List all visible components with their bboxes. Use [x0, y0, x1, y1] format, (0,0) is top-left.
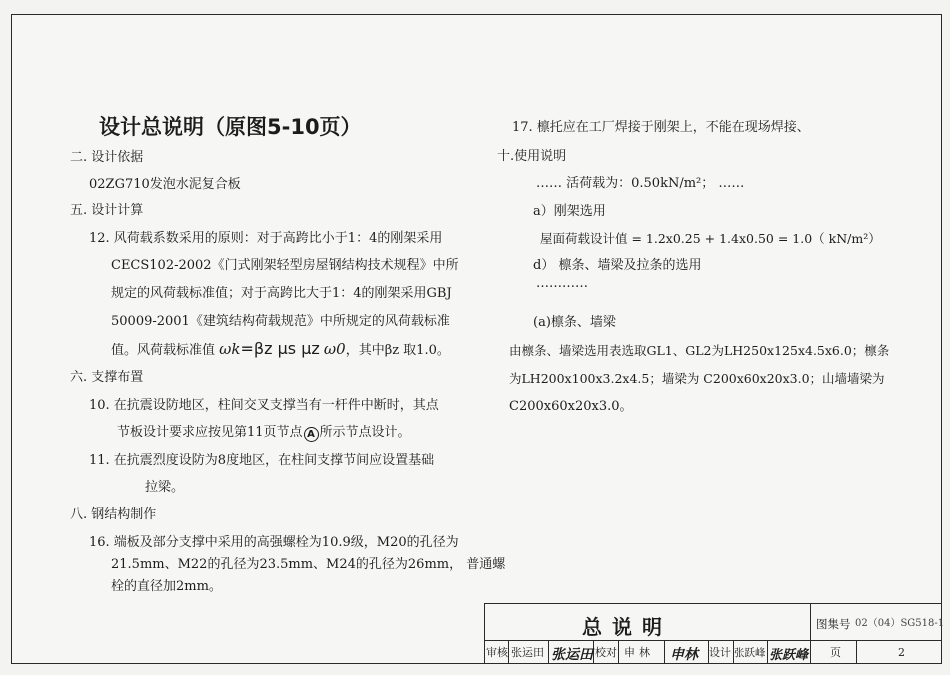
name-proof: 申林: [624, 646, 654, 659]
signature-proof: 申林: [670, 647, 698, 663]
wind-symbol-wk: ωk: [219, 340, 241, 358]
section-6-heading: 六. 支撑布置: [70, 370, 144, 385]
cell-divider: [593, 640, 594, 664]
item-12-line-5-end: ，其中βz 取1.0。: [345, 343, 450, 358]
wind-formula: =βz μs μz: [240, 339, 320, 358]
page-title: 设计总说明（原图5-10页）: [99, 115, 362, 139]
title-block-main-title: 总说明: [582, 615, 672, 639]
purlin-paragraph-3: C200x60x20x3.0。: [509, 399, 633, 414]
sub-d-heading: d） 檩条、墙梁及拉条的选用: [533, 258, 702, 273]
sub-a-heading: a）刚架选用: [533, 204, 606, 219]
live-load-line: …… 活荷载为：0.50kN/m²； ……: [536, 176, 745, 191]
roof-load-formula: 屋面荷载设计值 = 1.2x0.25 + 1.4x0.50 = 1.0（ kN/m²）: [540, 231, 881, 246]
signature-review: 张运田: [551, 647, 593, 663]
node-a-circle-icon: A: [304, 427, 319, 442]
atlas-label: 图集号: [816, 617, 851, 631]
page-label: 页: [830, 646, 841, 659]
cell-divider: [618, 640, 619, 664]
atlas-value: 02（04）SG518-1: [855, 618, 945, 629]
cell-divider: [856, 640, 857, 664]
item-16-line-3: 栓的直径加2mm。: [111, 579, 222, 594]
cell-divider: [664, 640, 665, 664]
section-5-heading: 五. 设计计算: [70, 203, 144, 218]
item-10-line-2: [117, 425, 411, 442]
purlin-paragraph-2: 为LH200x100x3.2x4.5；墙梁为 C200x60x20x3.0；山墙墙梁为: [509, 371, 885, 386]
section-2-line: 02ZG710发泡水泥复合板: [89, 177, 241, 192]
section-2-heading: 二. 设计依据: [70, 150, 144, 165]
section-10-heading: 十.使用说明: [497, 149, 567, 164]
wind-symbol-w0: ω0: [323, 340, 346, 358]
item-10-line-2-text: 节板设计要求应按见第11页节点: [117, 425, 303, 440]
item-12-line-3: 规定的风荷载标准值；对于高跨比大于1：4的刚架采用GBJ: [111, 286, 452, 301]
item-10-line-2-end: 所示节点设计。: [319, 425, 411, 440]
item-16-line-1: 16. 端板及部分支撑中采用的高强螺栓为10.9级，M20的孔径为: [89, 535, 459, 550]
cell-divider: [508, 640, 509, 664]
role-design: 设计: [709, 646, 731, 659]
name-design: 张跃峰: [734, 647, 766, 659]
item-11-line-1: 11. 在抗震烈度设防为8度地区，在柱间支撑节间应设置基础: [89, 453, 435, 468]
item-16-line-2: 21.5mm、M22的孔径为23.5mm、M24的孔径为26mm， 普通螺: [111, 557, 506, 572]
purlin-paragraph-1: 由檩条、墙梁选用表选取GL1、GL2为LH250x125x4.5x6.0；檩条: [509, 343, 890, 358]
title-block-divider: [484, 640, 942, 641]
item-12-line-5-text: 值。风荷载标准值: [111, 343, 216, 358]
cell-divider: [767, 640, 768, 664]
item-11-line-2: 拉梁。: [145, 480, 185, 495]
item-12-line-5: [111, 341, 450, 359]
item-10-line-1: 10. 在抗震设防地区，柱间交叉支撑当有一杆件中断时，其点: [89, 398, 439, 413]
item-12-line-2: CECS102-2002《门式刚架轻型房屋钢结构技术规程》中所: [111, 258, 459, 273]
dots-line: …………: [536, 276, 588, 291]
item-12-line-1: 12. 风荷载系数采用的原则：对于高跨比小于1：4的刚架采用: [89, 231, 443, 246]
page-number: 2: [898, 646, 905, 659]
role-proof: 校对: [595, 646, 617, 659]
section-8-heading: 八. 钢结构制作: [70, 507, 157, 522]
signature-design: 张跃峰: [769, 648, 809, 663]
cell-divider: [548, 640, 549, 664]
item-12-line-4: 50009-2001《建筑结构荷载规范》中所规定的风荷载标准: [111, 314, 450, 329]
title-block-vline: [810, 603, 811, 664]
item-17: 17. 檩托应在工厂焊接于刚架上，不能在现场焊接、: [512, 120, 810, 135]
role-review: 审核: [486, 646, 508, 659]
name-review: 张运田: [511, 646, 544, 659]
purlin-heading: (a)檩条、墙梁: [533, 315, 616, 330]
